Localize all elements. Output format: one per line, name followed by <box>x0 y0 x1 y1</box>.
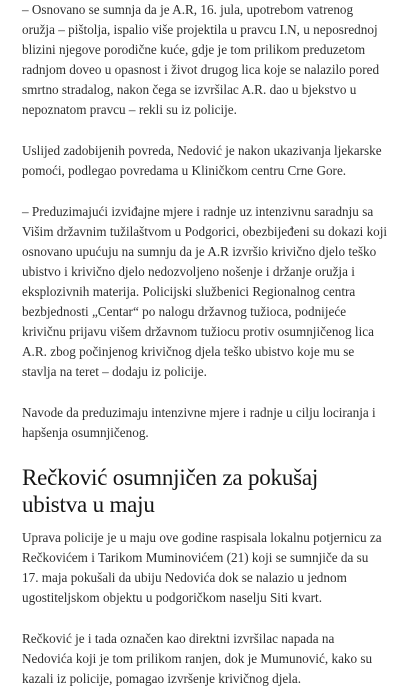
paragraph-victim-died: Uslijed zadobijenih povreda, Nedović je nakon ukazivanja ljekarske pomoći, podlegao povredama u Kliničkom centru Crne Gore. <box>22 143 382 178</box>
paragraph-investigation: – Preduzimajući izviđajne mjere i radnje uz intenzivnu saradnju sa Višim državnim tužilaštvom u Podgorici, obezbijeđeni su dokazi koji osnovano upućuju na sumnju da je A.R izvršio krivično djelo teško ubistvo i krivično djelo nedozvoljeno nošenje i držanje oružja i eksplozivnih materija. Policijski službenici Regionalnog centra bezbjednosti „Centar“ po nalogu državnog tužioca, podnijeće krivičnu prijavu višem državnom tužiocu protiv osumnjičenog lica A.R. zbog počinjenog krivičnog djela teško ubistvo koje mu se stavlja na teret – dodaju iz policije. <box>22 204 388 379</box>
paragraph-search-ongoing: Navode da preduzimaju intenzivne mjere i radnje u cilju lociranja i hapšenja osumnjičenog. <box>22 405 376 440</box>
paragraph-direct-perpetrator: Rečković je i tada označen kao direktni izvršilac napada na Nedovića koji je tom prilikom ranjen, dok je Mumunović, kako su kazali iz policije, pomagao izvršenje krivičnog djela. <box>22 631 373 686</box>
section-heading: Rečković osumnjičen za pokušaj ubistva u maju <box>22 465 319 517</box>
paragraph-police-statement: – Osnovano se sumnja da je A.R, 16. jula, upotrebom vatrenog oružja – pištolja, ispalio više projektila u pravcu I.N, u neposrednoj blizini njegove porodične kuće, gdje je tom prilikom preduzetom radnjom doveo u opasnost i život drugog lica koje se nalazilo pored smrtno stradalog, nakon čega se izvršilac A.R. dao u bjekstvo u nepoznatom pravcu – rekli su iz policije. <box>22 2 380 117</box>
paragraph-warrant: Uprava policije je u maju ove godine raspisala lokalnu potjernicu za Rečkovićem i Tarikom Muminovićem (21) koji se sumnjiče da su 17. maja pokušali da ubiju Nedovića dok se nalazio u jednom ugostiteljskom objektu u podgoričkom naselju Siti kvart. <box>22 530 382 605</box>
